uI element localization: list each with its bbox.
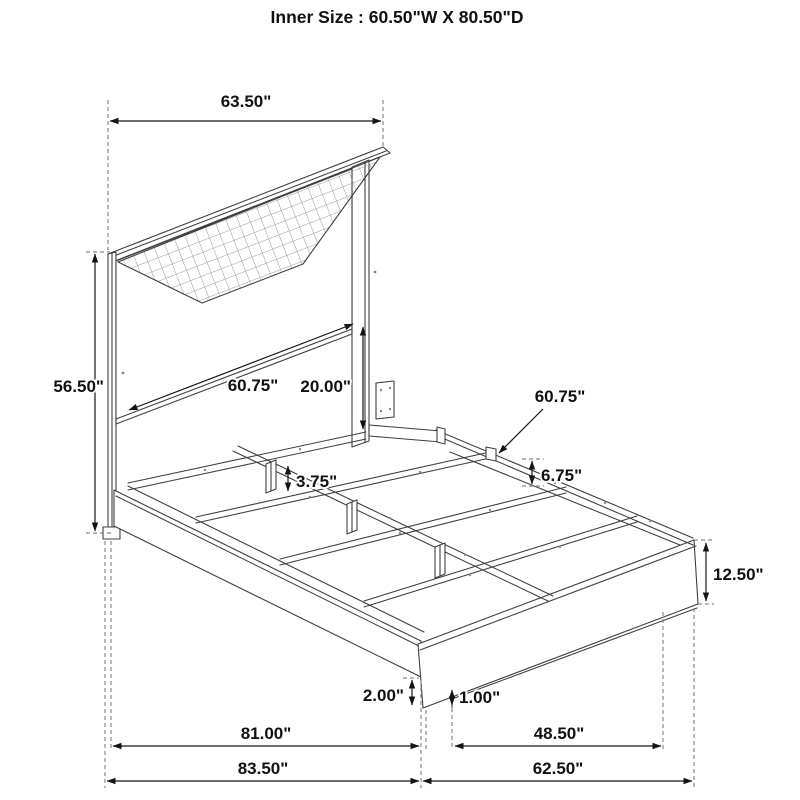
- dim-inner-length: [113, 724, 419, 746]
- headboard: [103, 147, 390, 539]
- headboard-height-label: 56.50": [53, 377, 104, 396]
- dim-footboard-trim: [452, 688, 500, 707]
- dim-headboard-height: [53, 252, 112, 533]
- slat-length-label: 60.75": [534, 387, 586, 406]
- footboard-trim-label: 1.00": [459, 688, 501, 707]
- dim-overall-length: [107, 759, 419, 781]
- overall-width-label: 62.50": [532, 759, 584, 778]
- bed-frame: [114, 381, 698, 708]
- bracket-arm: [369, 425, 441, 442]
- panel-gap-label: 20.00": [300, 377, 351, 396]
- ground-clearance-label: 2.00": [362, 686, 404, 705]
- leg-height-label: 3.75": [296, 472, 338, 491]
- inner-length-label: 81.00": [240, 724, 292, 743]
- footboard-height-label: 12.50": [713, 565, 764, 584]
- rail-ledge-gap-label: 6.75": [541, 466, 583, 485]
- headboard-width-label: 63.50": [220, 92, 272, 111]
- footboard: [418, 540, 698, 708]
- headboard-right-post: [352, 160, 369, 447]
- dim-slat-length: [499, 387, 585, 453]
- dim-leg-height: [288, 466, 337, 491]
- dim-overall-width: [423, 759, 692, 781]
- left-rail-ledge: [128, 486, 424, 632]
- dim-footboard-height: [694, 540, 764, 604]
- headboard-inner-width-label: 60.75": [227, 376, 279, 395]
- inner-size-title: Inner Size : 60.50"W X 80.50"D: [270, 7, 524, 27]
- dim-footboard-inner-span: [455, 724, 661, 746]
- dim-ground-clearance: [363, 678, 419, 705]
- headboard-left-foot: [103, 527, 120, 539]
- headboard-bracket-plate: [376, 381, 394, 419]
- overall-length-label: 83.50": [237, 759, 289, 778]
- support-legs: [266, 460, 445, 578]
- dim-rail-ledge-gap: [522, 459, 582, 486]
- footboard-inner-span-label: 48.50": [533, 724, 585, 743]
- dimension-title: [271, 7, 524, 27]
